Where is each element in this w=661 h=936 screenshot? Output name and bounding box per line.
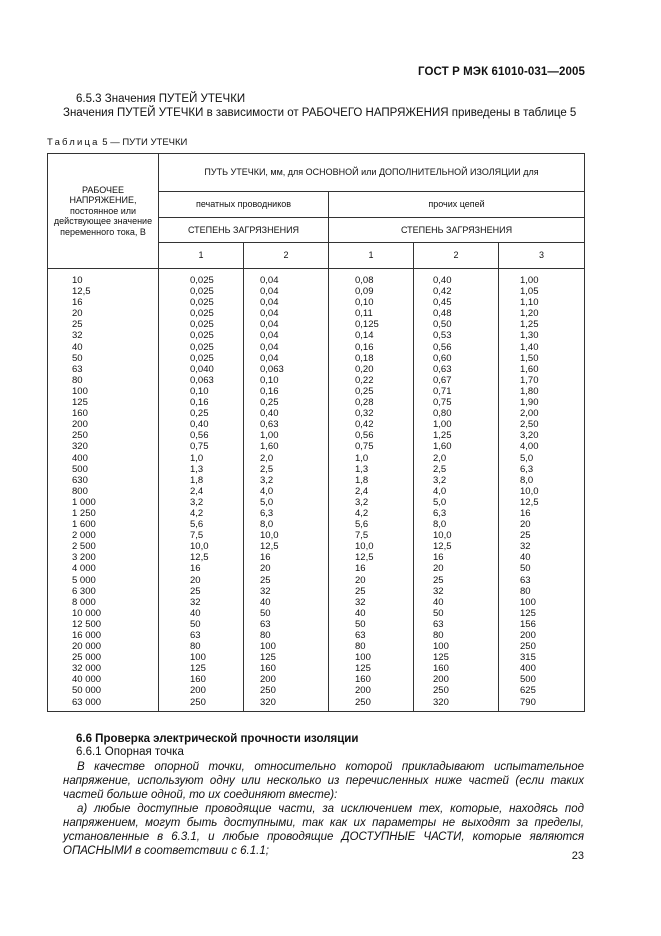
voltage-cell: 63 000: [48, 697, 159, 712]
degree-header: 2: [244, 243, 329, 269]
creepage-cell: 10,0: [159, 541, 244, 552]
table-row: [48, 663, 585, 674]
paragraph-reference-point: В качестве опорной точки, относительно которой прикладывают испытательное напряжение, используют одну или несколько из перечисленных ниже частей (если таких частей больше одной, то их соединяют вместе):: [63, 761, 584, 801]
table-row: [48, 430, 585, 441]
creepage-cell: 6,3: [244, 508, 329, 519]
creepage-cell: 125: [414, 652, 499, 663]
creepage-cell: 1,8: [329, 475, 414, 486]
creepage-cell: 12,5: [414, 541, 499, 552]
voltage-cell: 32 000: [48, 663, 159, 674]
table-row: [48, 586, 585, 597]
creepage-cell: 0,25: [329, 386, 414, 397]
creepage-cell: 80: [159, 641, 244, 652]
creepage-cell: 63: [414, 619, 499, 630]
creepage-cell: 625: [499, 685, 585, 696]
creepage-cell: 40: [159, 608, 244, 619]
creepage-cell: 0,025: [159, 308, 244, 319]
creepage-cell: 1,3: [329, 464, 414, 475]
creepage-cell: 5,0: [414, 497, 499, 508]
creepage-cell: 0,04: [244, 342, 329, 353]
creepage-cell: 2,50: [499, 419, 585, 430]
creepage-cell: 0,22: [329, 375, 414, 386]
creepage-cell: 16: [499, 508, 585, 519]
creepage-cell: 0,10: [329, 297, 414, 308]
creepage-cell: 0,16: [244, 386, 329, 397]
creepage-cell: 2,5: [414, 464, 499, 475]
creepage-cell: 0,04: [244, 330, 329, 341]
voltage-cell: 8 000: [48, 597, 159, 608]
creepage-cell: 12,5: [159, 552, 244, 563]
creepage-cell: 0,50: [414, 319, 499, 330]
creepage-cell: 20: [244, 563, 329, 574]
paragraph-item-a: а) любые доступные проводящие части, за исключением тех, которые, находясь под напряжением, могут быть доступными, так как их параметры не выходят за пределы, установленные в 6.3.1, и любые проводящие ДОСТУПНЫЕ ЧАСТИ, которые являются ОПАСНЫМИ в соответствии с 6.1.1;: [63, 803, 584, 857]
creepage-cell: 100: [414, 641, 499, 652]
creepage-cell: 20: [159, 575, 244, 586]
voltage-cell: 2 000: [48, 530, 159, 541]
creepage-cell: 5,6: [329, 519, 414, 530]
creepage-cell: 5,6: [159, 519, 244, 530]
creepage-cell: 25: [244, 575, 329, 586]
voltage-cell: 1 000: [48, 497, 159, 508]
table-row: [48, 375, 585, 386]
creepage-cell: 0,20: [329, 364, 414, 375]
creepage-cell: 0,125: [329, 319, 414, 330]
voltage-cell: 20: [48, 308, 159, 319]
creepage-cell: 0,04: [244, 297, 329, 308]
pcb-pollution-header: СТЕПЕНЬ ЗАГРЯЗНЕНИЯ: [159, 218, 329, 243]
table-row: [48, 464, 585, 475]
creepage-cell: 80: [414, 630, 499, 641]
creepage-cell: 5,0: [499, 453, 585, 464]
creepage-cell: 0,60: [414, 353, 499, 364]
table-caption-prefix: Таблица: [47, 137, 100, 148]
degree-header: 2: [414, 243, 499, 269]
creepage-cell: 3,20: [499, 430, 585, 441]
voltage-cell: 16 000: [48, 630, 159, 641]
standard-header: ГОСТ Р МЭК 61010-031—2005: [418, 66, 585, 78]
voltage-cell: 12 500: [48, 619, 159, 630]
creepage-cell: 25: [159, 586, 244, 597]
creepage-cell: 3,2: [244, 475, 329, 486]
creepage-cell: 100: [329, 652, 414, 663]
creepage-cell: 250: [244, 685, 329, 696]
creepage-cell: 0,04: [244, 308, 329, 319]
voltage-cell: 3 200: [48, 552, 159, 563]
table-row: [48, 685, 585, 696]
creepage-cell: 25: [499, 530, 585, 541]
section-6-6-title: 6.6 Проверка электрической прочности изоляции: [76, 733, 359, 745]
creepage-cell: 20: [329, 575, 414, 586]
creepage-cell: 200: [159, 685, 244, 696]
voltage-cell: 2 500: [48, 541, 159, 552]
table-row: [48, 475, 585, 486]
voltage-cell: 320: [48, 441, 159, 452]
voltage-cell: 160: [48, 408, 159, 419]
creepage-cell: 200: [414, 674, 499, 685]
creepage-cell: 0,10: [159, 386, 244, 397]
creepage-cell: 2,4: [159, 486, 244, 497]
creepage-cell: 25: [329, 586, 414, 597]
voltage-cell: 25 000: [48, 652, 159, 663]
creepage-cell: 8,0: [499, 475, 585, 486]
creepage-cell: 250: [499, 641, 585, 652]
creepage-cell: 4,2: [159, 508, 244, 519]
creepage-cell: 50: [244, 608, 329, 619]
creepage-cell: 5,0: [244, 497, 329, 508]
voltage-cell: 1 600: [48, 519, 159, 530]
creepage-cell: 320: [414, 697, 499, 712]
creepage-cell: 0,75: [329, 441, 414, 452]
table-row: [48, 652, 585, 663]
creepage-cell: 0,56: [329, 430, 414, 441]
creepage-cell: 32: [244, 586, 329, 597]
creepage-cell: 0,40: [414, 269, 499, 287]
creepage-cell: 1,30: [499, 330, 585, 341]
creepage-cell: 40: [244, 597, 329, 608]
creepage-cell: 125: [499, 608, 585, 619]
table-row: [48, 508, 585, 519]
creepage-cell: 1,60: [244, 441, 329, 452]
creepage-cell: 0,08: [329, 269, 414, 287]
creepage-cell: 160: [159, 674, 244, 685]
creepage-cell: 0,040: [159, 364, 244, 375]
creepage-cell: 8,0: [414, 519, 499, 530]
creepage-cell: 250: [329, 697, 414, 712]
creepage-cell: 0,40: [244, 408, 329, 419]
voltage-cell: 40 000: [48, 674, 159, 685]
creepage-cell: 20: [499, 519, 585, 530]
creepage-cell: 50: [499, 563, 585, 574]
creepage-cell: 315: [499, 652, 585, 663]
creepage-cell: 1,60: [414, 441, 499, 452]
creepage-cell: 10,0: [244, 530, 329, 541]
table-row: [48, 552, 585, 563]
voltage-cell: 630: [48, 475, 159, 486]
creepage-cell: 10,0: [414, 530, 499, 541]
creepage-cell: 50: [159, 619, 244, 630]
creepage-cell: 63: [159, 630, 244, 641]
creepage-cell: 125: [329, 663, 414, 674]
table-row: [48, 608, 585, 619]
table-caption: [47, 137, 187, 148]
voltage-cell: 100: [48, 386, 159, 397]
creepage-cell: 0,063: [244, 364, 329, 375]
creepage-cell: 0,025: [159, 353, 244, 364]
creepage-cell: 0,04: [244, 319, 329, 330]
creepage-cell: 1,60: [499, 364, 585, 375]
table-row: [48, 286, 585, 297]
creepage-cell: 0,025: [159, 342, 244, 353]
creepage-cell: 200: [499, 630, 585, 641]
creepage-cell: 1,10: [499, 297, 585, 308]
degree-header: 1: [159, 243, 244, 269]
voltage-cell: 50 000: [48, 685, 159, 696]
voltage-cell: 500: [48, 464, 159, 475]
creepage-cell: 2,4: [329, 486, 414, 497]
creepage-cell: 0,09: [329, 286, 414, 297]
creepage-cell: 400: [499, 663, 585, 674]
creepage-cell: 250: [159, 697, 244, 712]
creepage-cell: 0,04: [244, 286, 329, 297]
table-row: [48, 575, 585, 586]
creepage-cell: 0,063: [159, 375, 244, 386]
creepage-cell: 4,0: [414, 486, 499, 497]
creepage-cell: 40: [499, 552, 585, 563]
voltage-cell: 400: [48, 453, 159, 464]
table-caption-rest: 5 — ПУТИ УТЕЧКИ: [102, 137, 188, 148]
creepage-cell: 10,0: [499, 486, 585, 497]
creepage-cell: 32: [414, 586, 499, 597]
voltage-cell: 80: [48, 375, 159, 386]
creepage-cell: 63: [329, 630, 414, 641]
table-row: [48, 530, 585, 541]
creepage-cell: 0,025: [159, 319, 244, 330]
creepage-cell: 156: [499, 619, 585, 630]
creepage-cell: 0,63: [414, 364, 499, 375]
table-row: [48, 453, 585, 464]
creepage-cell: 0,53: [414, 330, 499, 341]
creepage-cell: 2,0: [244, 453, 329, 464]
creepage-cell: 0,025: [159, 286, 244, 297]
creepage-cell: 2,5: [244, 464, 329, 475]
section-6-6-1-title: 6.6.1 Опорная точка: [76, 746, 184, 758]
creepage-cell: 32: [499, 541, 585, 552]
creepage-cell: 0,11: [329, 308, 414, 319]
creepage-cell: 0,56: [414, 342, 499, 353]
creepage-cell: 0,45: [414, 297, 499, 308]
table-row: [48, 563, 585, 574]
creepage-cell: 1,00: [414, 419, 499, 430]
creepage-cell: 100: [159, 652, 244, 663]
creepage-cell: 125: [244, 652, 329, 663]
table-row: [48, 630, 585, 641]
degree-header: 3: [499, 243, 585, 269]
table-row: [48, 497, 585, 508]
table-row: [48, 297, 585, 308]
pcb-subheader: печатных проводников: [159, 192, 329, 218]
creepage-cell: 2,00: [499, 408, 585, 419]
creepage-cell: 0,025: [159, 297, 244, 308]
creepage-cell: 2,0: [414, 453, 499, 464]
creepage-cell: 8,0: [244, 519, 329, 530]
creepage-cell: 3,2: [159, 497, 244, 508]
creepage-cell: 200: [244, 674, 329, 685]
creepage-cell: 16: [159, 563, 244, 574]
creepage-group-header: ПУТЬ УТЕЧКИ, мм, для ОСНОВНОЙ или ДОПОЛНИТЕЛЬНОЙ ИЗОЛЯЦИИ для: [159, 154, 585, 192]
voltage-cell: 10 000: [48, 608, 159, 619]
creepage-cell: 80: [499, 586, 585, 597]
creepage-cell: 1,20: [499, 308, 585, 319]
table-row: [48, 364, 585, 375]
table-row: [48, 641, 585, 652]
table-body: [48, 269, 585, 712]
voltage-cell: 800: [48, 486, 159, 497]
creepage-cell: 320: [244, 697, 329, 712]
creepage-cell: 0,71: [414, 386, 499, 397]
creepage-cell: 1,90: [499, 397, 585, 408]
voltage-cell: 250: [48, 430, 159, 441]
creepage-cell: 63: [499, 575, 585, 586]
creepage-cell: 100: [499, 597, 585, 608]
table-row: [48, 386, 585, 397]
creepage-cell: 250: [414, 685, 499, 696]
creepage-cell: 32: [159, 597, 244, 608]
creepage-cell: 0,04: [244, 353, 329, 364]
table-row: [48, 308, 585, 319]
creepage-cell: 0,67: [414, 375, 499, 386]
voltage-cell: 10: [48, 269, 159, 287]
creepage-cell: 12,5: [329, 552, 414, 563]
creepage-cell: 0,04: [244, 269, 329, 287]
table-row: [48, 353, 585, 364]
creepage-cell: 0,42: [414, 286, 499, 297]
creepage-cell: 0,25: [244, 397, 329, 408]
table-row: [48, 674, 585, 685]
table-row: [48, 697, 585, 712]
voltage-cell: 20 000: [48, 641, 159, 652]
voltage-cell: 200: [48, 419, 159, 430]
table-row: [48, 330, 585, 341]
table-row: [48, 597, 585, 608]
creepage-cell: 0,75: [414, 397, 499, 408]
voltage-cell: 6 300: [48, 586, 159, 597]
voltage-cell: 16: [48, 297, 159, 308]
creepage-cell: 80: [244, 630, 329, 641]
creepage-cell: 0,63: [244, 419, 329, 430]
degree-header: 1: [329, 243, 414, 269]
creepage-cell: 0,80: [414, 408, 499, 419]
table-row: [48, 342, 585, 353]
voltage-cell: 25: [48, 319, 159, 330]
creepage-cell: 1,00: [244, 430, 329, 441]
table-row: [48, 619, 585, 630]
voltage-cell: 125: [48, 397, 159, 408]
creepage-cell: 3,2: [414, 475, 499, 486]
creepage-cell: 500: [499, 674, 585, 685]
creepage-cell: 4,2: [329, 508, 414, 519]
creepage-cell: 12,5: [499, 497, 585, 508]
creepage-cell: 0,40: [159, 419, 244, 430]
creepage-cell: 0,16: [159, 397, 244, 408]
creepage-cell: 1,80: [499, 386, 585, 397]
creepage-cell: 4,00: [499, 441, 585, 452]
creepage-cell: 1,00: [499, 269, 585, 287]
other-pollution-header: СТЕПЕНЬ ЗАГРЯЗНЕНИЯ: [329, 218, 585, 243]
creepage-cell: 40: [329, 608, 414, 619]
creepage-cell: 80: [329, 641, 414, 652]
creepage-cell: 50: [329, 619, 414, 630]
creepage-cell: 160: [329, 674, 414, 685]
voltage-cell: 63: [48, 364, 159, 375]
creepage-cell: 790: [499, 697, 585, 712]
voltage-cell: 32: [48, 330, 159, 341]
creepage-cell: 6,3: [414, 508, 499, 519]
creepage-cell: 1,05: [499, 286, 585, 297]
voltage-cell: 50: [48, 353, 159, 364]
creepage-cell: 0,025: [159, 330, 244, 341]
creepage-cell: 40: [414, 597, 499, 608]
voltage-cell: 12,5: [48, 286, 159, 297]
section-6-5-3-sentence: Значения ПУТЕЙ УТЕЧКИ в зависимости от РАБОЧЕГО НАПРЯЖЕНИЯ приведены в таблице 5: [63, 107, 577, 119]
other-circuits-subheader: прочих цепей: [329, 192, 585, 218]
creepage-cell: 0,25: [159, 408, 244, 419]
creepage-cell: 12,5: [244, 541, 329, 552]
creepage-cell: 20: [414, 563, 499, 574]
creepage-cell: 0,48: [414, 308, 499, 319]
creepage-cell: 63: [244, 619, 329, 630]
creepage-cell: 16: [414, 552, 499, 563]
creepage-cell: 160: [244, 663, 329, 674]
creepage-cell: 0,56: [159, 430, 244, 441]
creepage-cell: 0,42: [329, 419, 414, 430]
voltage-cell: 1 250: [48, 508, 159, 519]
voltage-cell: 4 000: [48, 563, 159, 574]
creepage-cell: 16: [244, 552, 329, 563]
creepage-cell: 4,0: [244, 486, 329, 497]
voltage-column-header: РАБОЧЕЕ НАПРЯЖЕНИЕ, постоянное или действующее значение переменного тока, В: [48, 154, 159, 269]
creepage-cell: 160: [414, 663, 499, 674]
creepage-cell: 25: [414, 575, 499, 586]
creepage-cell: 0,28: [329, 397, 414, 408]
creepage-cell: 0,14: [329, 330, 414, 341]
creepage-cell: 3,2: [329, 497, 414, 508]
creepage-cell: 0,025: [159, 269, 244, 287]
table-row: [48, 408, 585, 419]
creepage-cell: 0,32: [329, 408, 414, 419]
creepage-cell: 50: [414, 608, 499, 619]
creepage-cell: 16: [329, 563, 414, 574]
creepage-table: [47, 153, 585, 712]
creepage-cell: 1,8: [159, 475, 244, 486]
section-6-5-3-title: 6.5.3 Значения ПУТЕЙ УТЕЧКИ: [76, 93, 246, 105]
creepage-cell: 6,3: [499, 464, 585, 475]
creepage-cell: 0,10: [244, 375, 329, 386]
voltage-cell: 5 000: [48, 575, 159, 586]
creepage-cell: 0,18: [329, 353, 414, 364]
creepage-cell: 7,5: [329, 530, 414, 541]
table-row: [48, 397, 585, 408]
creepage-cell: 1,50: [499, 353, 585, 364]
table-row: [48, 269, 585, 287]
voltage-cell: 40: [48, 342, 159, 353]
table-row: [48, 541, 585, 552]
creepage-cell: 0,16: [329, 342, 414, 353]
table-row: [48, 319, 585, 330]
page-number: 23: [571, 850, 584, 862]
table-row: [48, 486, 585, 497]
creepage-cell: 1,25: [499, 319, 585, 330]
creepage-cell: 1,0: [159, 453, 244, 464]
creepage-cell: 1,70: [499, 375, 585, 386]
table-row: [48, 419, 585, 430]
creepage-cell: 1,25: [414, 430, 499, 441]
creepage-cell: 32: [329, 597, 414, 608]
creepage-cell: 7,5: [159, 530, 244, 541]
creepage-cell: 1,3: [159, 464, 244, 475]
table-row: [48, 441, 585, 452]
creepage-cell: 10,0: [329, 541, 414, 552]
creepage-cell: 1,40: [499, 342, 585, 353]
table-row: [48, 519, 585, 530]
creepage-cell: 200: [329, 685, 414, 696]
creepage-cell: 100: [244, 641, 329, 652]
creepage-cell: 1,0: [329, 453, 414, 464]
creepage-cell: 125: [159, 663, 244, 674]
creepage-cell: 0,75: [159, 441, 244, 452]
